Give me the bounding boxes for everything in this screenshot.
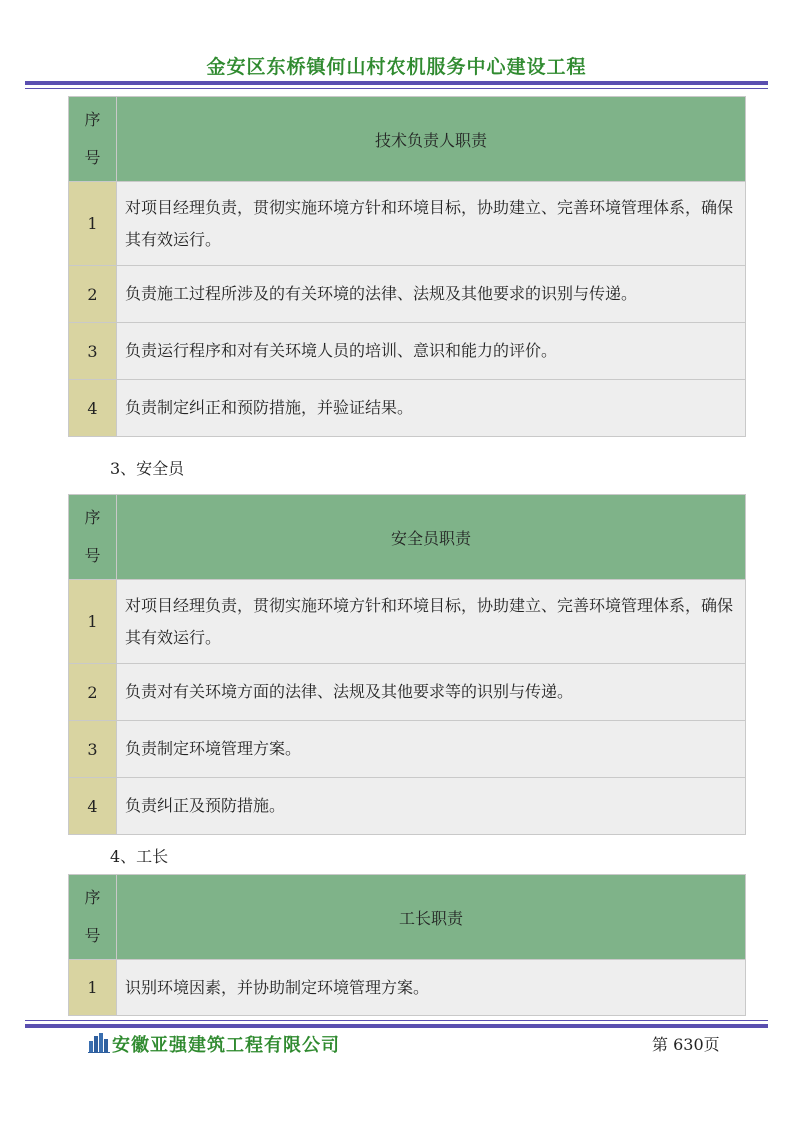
section-label-foreman: 4、工长 — [110, 847, 169, 866]
table-header-row — [69, 495, 746, 580]
row-number: 1 — [69, 580, 117, 664]
num-header-char: 序 — [84, 508, 101, 527]
row-text: 负责对有关环境方面的法律、法规及其他要求等的识别与传递。 — [117, 664, 746, 721]
row-number: 4 — [69, 778, 117, 835]
row-text: 负责制定环境管理方案。 — [117, 721, 746, 778]
num-header-char: 序 — [84, 888, 101, 907]
footer-company-name: 安徽亚强建筑工程有限公司 — [112, 1035, 340, 1056]
num-header-char: 序 — [84, 110, 101, 129]
row-text: 负责运行程序和对有关环境人员的培训、意识和能力的评价。 — [117, 323, 746, 380]
num-header-char: 号 — [84, 546, 101, 565]
row-text: 对项目经理负责，贯彻实施环境方针和环境目标，协助建立、完善环境管理体系，确保其有效运行。 — [117, 580, 746, 664]
duty-table-foreman — [68, 874, 746, 1016]
table-row — [69, 960, 746, 1016]
table-title: 安全员职责 — [117, 495, 746, 580]
num-header-cell — [69, 97, 117, 182]
table-row — [69, 323, 746, 380]
duty-table-technical — [68, 96, 746, 437]
table-row — [69, 580, 746, 664]
table-row — [69, 721, 746, 778]
table-row — [69, 380, 746, 437]
table-row — [69, 778, 746, 835]
num-header-char: 号 — [84, 148, 101, 167]
building-logo-icon — [88, 1033, 110, 1053]
header-rule-thick — [25, 81, 768, 85]
row-number: 3 — [69, 721, 117, 778]
row-number: 4 — [69, 380, 117, 437]
row-number: 3 — [69, 323, 117, 380]
table-row — [69, 266, 746, 323]
footer-rule-thin — [25, 1020, 768, 1021]
page-number: 第 630页 — [652, 1035, 720, 1054]
row-text: 对项目经理负责，贯彻实施环境方针和环境目标，协助建立、完善环境管理体系，确保其有效运行。 — [117, 182, 746, 266]
footer-rule-thick — [25, 1024, 768, 1028]
section-label-safety-officer: 3、安全员 — [110, 459, 185, 478]
row-number: 2 — [69, 664, 117, 721]
table-title: 工长职责 — [117, 875, 746, 960]
table-row — [69, 664, 746, 721]
table-title: 技术负责人职责 — [117, 97, 746, 182]
table-header-row — [69, 97, 746, 182]
row-text: 负责纠正及预防措施。 — [117, 778, 746, 835]
row-number: 2 — [69, 266, 117, 323]
row-number: 1 — [69, 182, 117, 266]
num-header-cell — [69, 875, 117, 960]
row-number: 1 — [69, 960, 117, 1016]
row-text: 识别环境因素，并协助制定环境管理方案。 — [117, 960, 746, 1016]
table-header-row — [69, 875, 746, 960]
header-rule-thin — [25, 88, 768, 89]
row-text: 负责制定纠正和预防措施，并验证结果。 — [117, 380, 746, 437]
table-row — [69, 182, 746, 266]
duty-table-safety — [68, 494, 746, 835]
page-header-title: 金安区东桥镇何山村农机服务中心建设工程 — [206, 56, 587, 78]
row-text: 负责施工过程所涉及的有关环境的法律、法规及其他要求的识别与传递。 — [117, 266, 746, 323]
num-header-cell — [69, 495, 117, 580]
num-header-char: 号 — [84, 926, 101, 945]
